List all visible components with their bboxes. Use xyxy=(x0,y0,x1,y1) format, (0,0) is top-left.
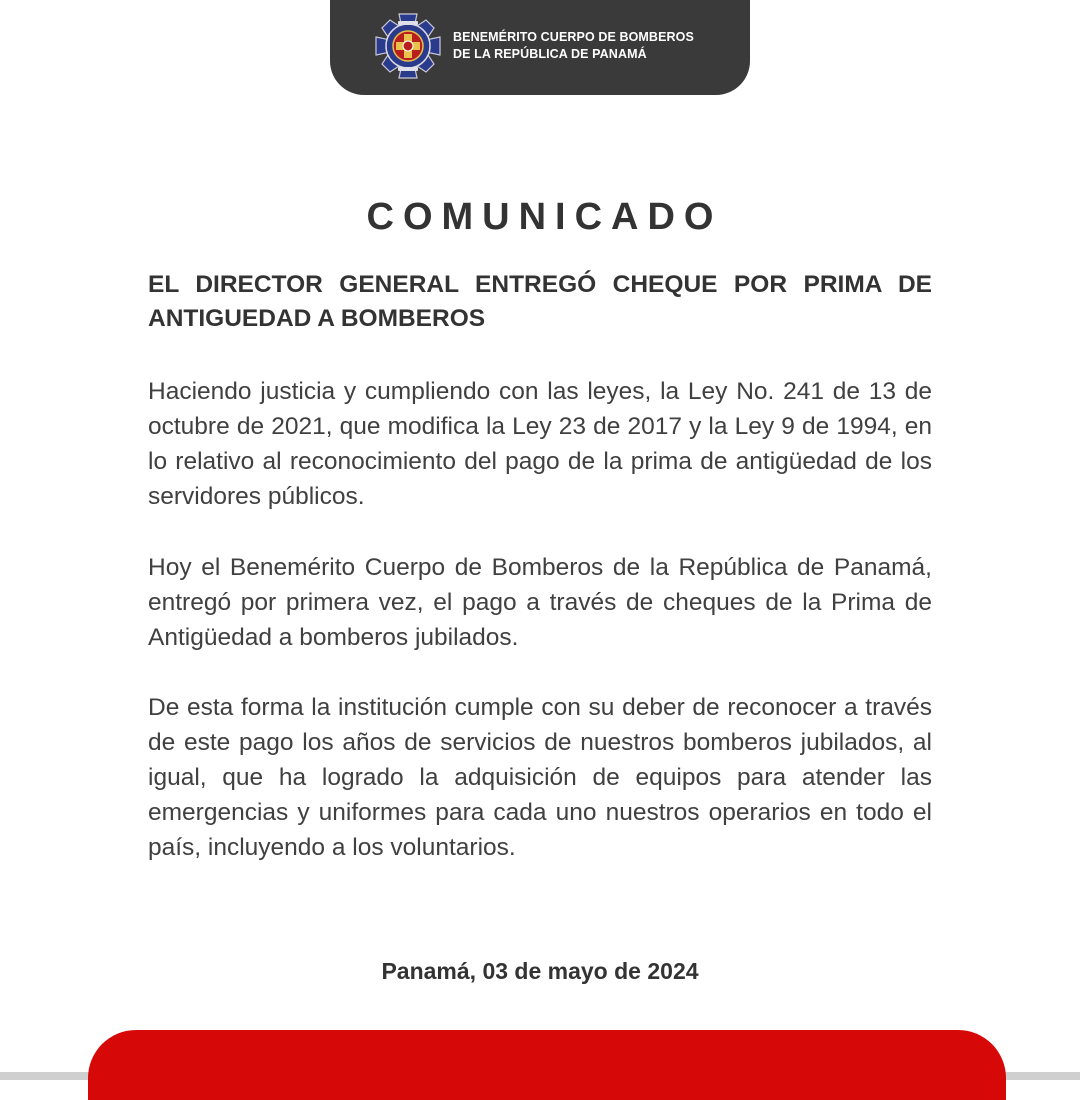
paragraph-1: Haciendo justicia y cumpliendo con las leyes, la Ley No. 241 de 13 de octubre de 2021, que modifica la Ley 23 de 2017 y la Ley 9 de 1994, en lo relativo al reconocimiento del pago de la prima de antigüedad de los servidores públicos. xyxy=(148,378,932,510)
organization-name-line-2: DE LA REPÚBLICA DE PANAMÁ xyxy=(453,47,647,61)
headline: EL DIRECTOR GENERAL ENTREGÓ CHEQUE POR PRIMA DE ANTIGUEDAD A BOMBEROS xyxy=(148,271,932,332)
page-title: COMUNICADO xyxy=(366,196,723,238)
header-banner xyxy=(330,0,750,95)
paragraph-2: Hoy el Benemérito Cuerpo de Bomberos de la República de Panamá, entregó por primera vez, el pago a través de cheques de la Prima de Antigüedad a bomberos jubilados. xyxy=(148,554,932,651)
organization-name xyxy=(453,29,694,63)
footer-red-bar xyxy=(88,1030,1006,1100)
organization-name-line-1: BENEMÉRITO CUERPO DE BOMBEROS xyxy=(453,30,694,44)
dateline: Panamá, 03 de mayo de 2024 xyxy=(381,958,699,984)
paragraph-3: De esta forma la institución cumple con su deber de reconocer a través de este pago los años de servicios de nuestros bomberos jubilados, al igual, que ha logrado la adquisición de equipos para atender las emergencias y uniformes para cada uno nuestros operarios en todo el país, incluyendo a los voluntarios. xyxy=(148,694,932,861)
firefighter-emblem-icon xyxy=(374,12,442,80)
